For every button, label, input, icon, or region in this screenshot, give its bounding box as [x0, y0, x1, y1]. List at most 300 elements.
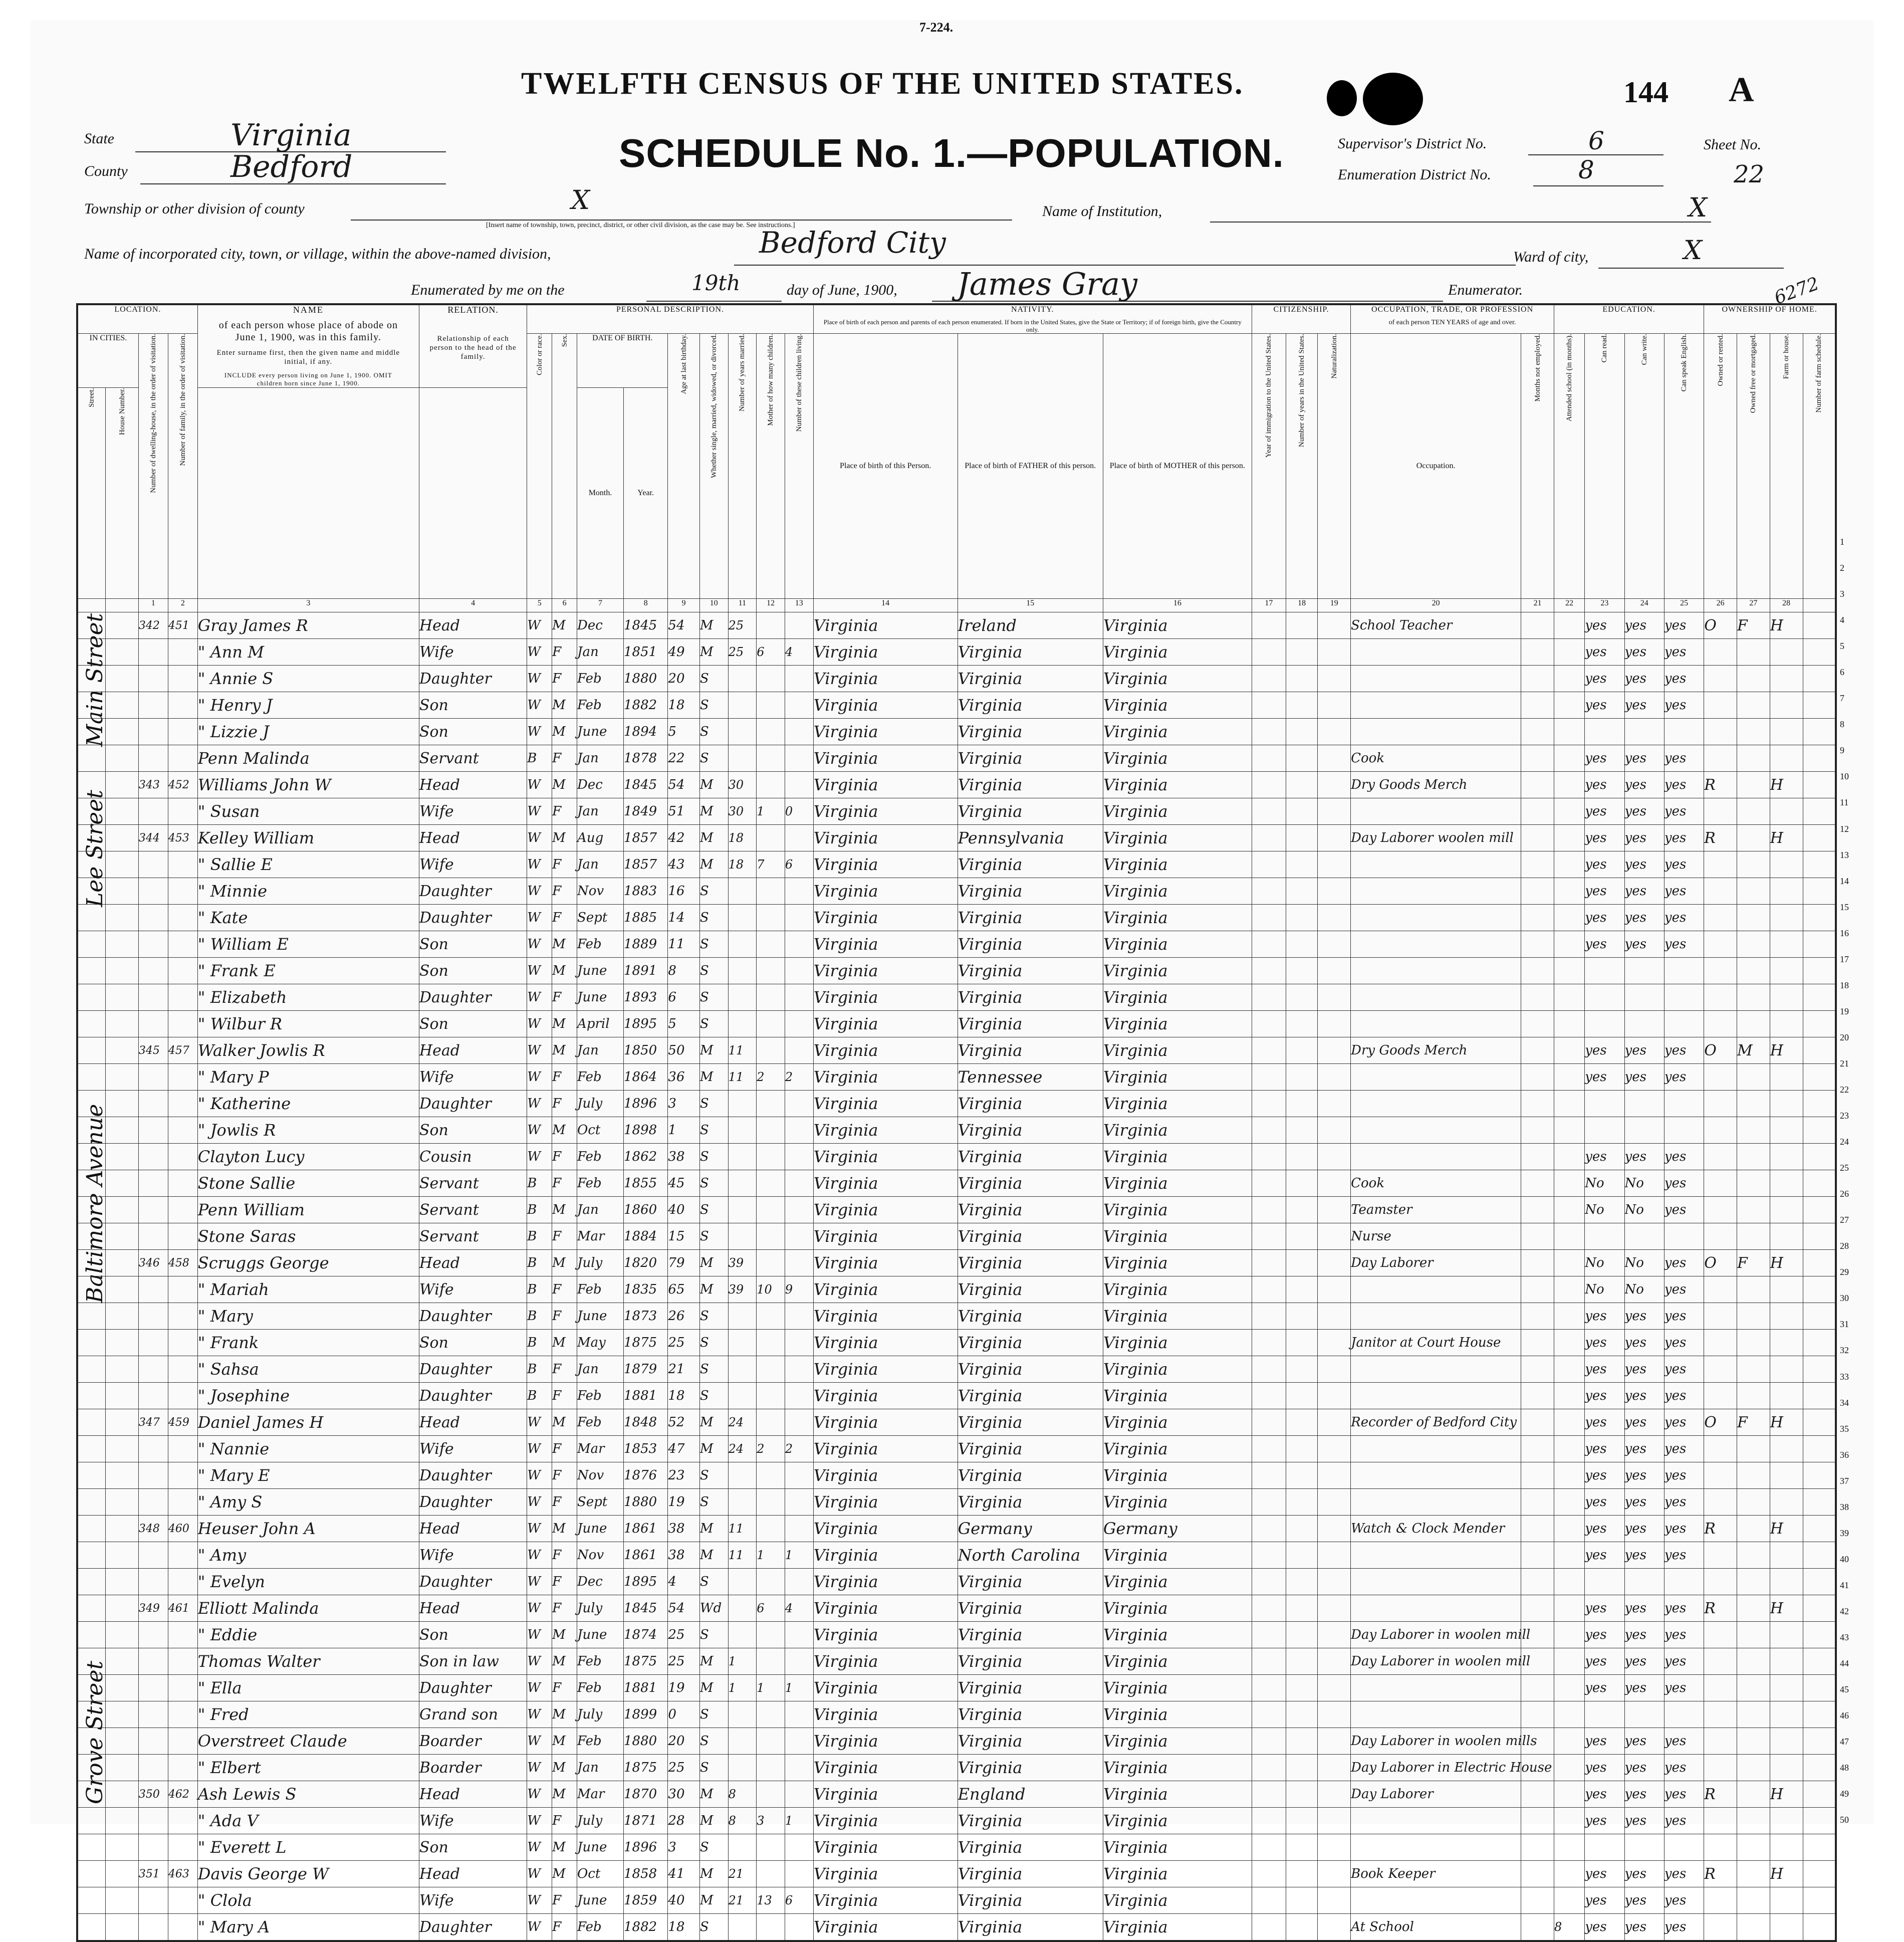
cell-month: Nov [577, 878, 624, 905]
cell-year: 1895 [624, 1011, 668, 1037]
house-number-header: House Number. [106, 388, 139, 599]
cell-sex: M [552, 1755, 577, 1781]
cell-rel: Daughter [419, 878, 527, 905]
cell-read [1585, 1569, 1624, 1595]
cell-bp: Virginia [813, 1675, 958, 1701]
cell-unemp [1521, 958, 1554, 984]
cell-house [106, 878, 139, 905]
cell-age: 49 [668, 639, 699, 666]
cell-bp: Virginia [813, 745, 958, 772]
cell-year: 1880 [624, 666, 668, 692]
color-header: Color or race. [527, 334, 552, 599]
cell-speak: yes [1664, 745, 1704, 772]
cell-occ: Cook [1351, 1170, 1521, 1197]
cell-ym [728, 1383, 757, 1409]
cell-age: 41 [668, 1861, 699, 1887]
cell-unemp [1521, 1011, 1554, 1037]
cell-unemp [1521, 1489, 1554, 1516]
cell-nat [1318, 1595, 1351, 1622]
table-row [77, 772, 1836, 798]
table-row [77, 1170, 1836, 1197]
column-number: 28 [1770, 599, 1803, 612]
table-row [77, 1383, 1836, 1409]
cell-year: 1882 [624, 692, 668, 719]
cell-liv: 9 [785, 1276, 813, 1303]
line-number: 2 [1840, 563, 1844, 573]
cell-write: yes [1624, 878, 1664, 905]
cell-name: Penn Malinda [197, 745, 419, 772]
cell-color: W [527, 1861, 552, 1887]
cell-nat [1318, 825, 1351, 851]
cell-free [1737, 1648, 1770, 1675]
cell-rel: Daughter [419, 1569, 527, 1595]
cell-nat [1318, 1728, 1351, 1755]
mother-of-header: Mother of how many children. [757, 334, 785, 599]
cell-yus [1286, 1250, 1317, 1276]
cell-dw [138, 1356, 168, 1383]
cell-house [106, 639, 139, 666]
cell-sched [1803, 1701, 1836, 1728]
cell-rel: Wife [419, 1064, 527, 1091]
cell-free [1737, 931, 1770, 958]
cell-fam [168, 1569, 197, 1595]
cell-att [1554, 878, 1584, 905]
years-married-header: Number of years married. [728, 334, 757, 599]
cell-age: 21 [668, 1356, 699, 1383]
cell-year: 1853 [624, 1436, 668, 1462]
cell-street [77, 1409, 106, 1436]
cell-bf: Virginia [958, 1409, 1103, 1436]
cell-write: No [1624, 1276, 1664, 1303]
cell-att [1554, 1223, 1584, 1250]
cell-mo [757, 1250, 785, 1276]
cell-imm [1252, 612, 1286, 639]
cell-sched [1803, 1330, 1836, 1356]
cell-sched [1803, 1223, 1836, 1250]
cell-mar: S [699, 1197, 728, 1223]
cell-dw: 351 [138, 1861, 168, 1887]
cell-year: 1864 [624, 1064, 668, 1091]
cell-unemp [1521, 878, 1554, 905]
cell-yus [1286, 639, 1317, 666]
cell-fam [168, 745, 197, 772]
cell-mo [757, 666, 785, 692]
cell-mar: S [699, 1223, 728, 1250]
cell-name: " Eddie [197, 1622, 419, 1648]
cell-bm: Virginia [1103, 1622, 1252, 1648]
cell-yus [1286, 1808, 1317, 1834]
cell-nat [1318, 905, 1351, 931]
cell-mo [757, 1170, 785, 1197]
cell-color: W [527, 666, 552, 692]
table-row [77, 692, 1836, 719]
column-number: 3 [197, 599, 419, 612]
cell-write: yes [1624, 1808, 1664, 1834]
cell-bp: Virginia [813, 958, 958, 984]
cell-imm [1252, 1808, 1286, 1834]
cell-sched [1803, 1648, 1836, 1675]
cell-sex: F [552, 1223, 577, 1250]
cell-house [106, 1462, 139, 1489]
line-number: 40 [1840, 1554, 1849, 1564]
cell-mar: M [699, 798, 728, 825]
cell-unemp [1521, 1064, 1554, 1091]
cell-write: yes [1624, 1728, 1664, 1755]
cell-rel: Head [419, 1595, 527, 1622]
cell-bf: Virginia [958, 905, 1103, 931]
cell-liv [785, 1728, 813, 1755]
cell-street [77, 1223, 106, 1250]
ward-label: Ward of city, [1513, 249, 1589, 265]
line-number: 13 [1840, 849, 1849, 860]
cell-sched [1803, 958, 1836, 984]
line-number: 48 [1840, 1763, 1849, 1773]
cell-month: Dec [577, 1569, 624, 1595]
cell-att [1554, 1781, 1584, 1808]
cell-rel: Wife [419, 1887, 527, 1914]
cell-mar: S [699, 719, 728, 745]
cell-write: yes [1624, 1037, 1664, 1064]
cell-bm: Virginia [1103, 1383, 1252, 1409]
cell-unemp [1521, 1516, 1554, 1542]
cell-nat [1318, 1250, 1351, 1276]
cell-rel: Daughter [419, 1489, 527, 1516]
cell-color: B [527, 1197, 552, 1223]
cell-sched [1803, 931, 1836, 958]
attended-header: Attended school (in months). [1554, 334, 1584, 599]
cell-bf: England [958, 1781, 1103, 1808]
cell-read: yes [1585, 905, 1624, 931]
column-number: 10 [699, 599, 728, 612]
cell-street [77, 1887, 106, 1914]
cell-street [77, 1808, 106, 1834]
cell-sex: F [552, 1144, 577, 1170]
cell-farm [1770, 666, 1803, 692]
cell-read [1585, 719, 1624, 745]
cell-age: 18 [668, 1383, 699, 1409]
cell-rel: Son [419, 1330, 527, 1356]
cell-color: W [527, 1117, 552, 1144]
cell-year: 1858 [624, 1861, 668, 1887]
cell-free [1737, 1516, 1770, 1542]
cell-mo [757, 772, 785, 798]
cell-speak: yes [1664, 1595, 1704, 1622]
cell-street [77, 1144, 106, 1170]
cell-age: 16 [668, 878, 699, 905]
cell-house [106, 719, 139, 745]
cell-yus [1286, 1887, 1317, 1914]
cell-fam [168, 1675, 197, 1701]
cell-mar: M [699, 1250, 728, 1276]
cell-occ [1351, 1383, 1521, 1409]
cell-free [1737, 1091, 1770, 1117]
cell-year: 1875 [624, 1330, 668, 1356]
cell-write [1624, 1223, 1664, 1250]
table-row [77, 984, 1836, 1011]
cell-farm [1770, 1834, 1803, 1861]
cell-bf: Virginia [958, 1250, 1103, 1276]
cell-imm [1252, 1834, 1286, 1861]
cell-speak: yes [1664, 1144, 1704, 1170]
line-number: 27 [1840, 1215, 1849, 1225]
column-number: 14 [813, 599, 958, 612]
cell-year: 1845 [624, 612, 668, 639]
cell-month: June [577, 719, 624, 745]
cell-liv [785, 1861, 813, 1887]
cell-name: " Frank E [197, 958, 419, 984]
cell-house [106, 1356, 139, 1383]
cell-street [77, 1648, 106, 1675]
cell-age: 25 [668, 1330, 699, 1356]
cell-mar: S [699, 1091, 728, 1117]
cell-year: 1884 [624, 1223, 668, 1250]
cell-bp: Virginia [813, 798, 958, 825]
cell-dw [138, 1755, 168, 1781]
cell-month: Feb [577, 931, 624, 958]
cell-yus [1286, 666, 1317, 692]
cell-ym: 39 [728, 1276, 757, 1303]
cell-bf: Germany [958, 1516, 1103, 1542]
cell-own: R [1704, 772, 1737, 798]
city-value: Bedford City [759, 226, 946, 260]
cell-ym [728, 1834, 757, 1861]
table-row [77, 1144, 1836, 1170]
cell-own [1704, 984, 1737, 1011]
cell-farm [1770, 1648, 1803, 1675]
cell-year: 1898 [624, 1117, 668, 1144]
cell-read: yes [1585, 1064, 1624, 1091]
table-row [77, 1356, 1836, 1383]
cell-own [1704, 1197, 1737, 1223]
cell-ym: 11 [728, 1064, 757, 1091]
cell-fam: 463 [168, 1861, 197, 1887]
cell-imm [1252, 1170, 1286, 1197]
cell-house [106, 958, 139, 984]
cell-liv: 6 [785, 1887, 813, 1914]
cell-speak [1664, 1223, 1704, 1250]
cell-imm [1252, 666, 1286, 692]
cell-sched [1803, 851, 1836, 878]
cell-month: Mar [577, 1781, 624, 1808]
cell-att [1554, 745, 1584, 772]
cell-read [1585, 1117, 1624, 1144]
cell-house [106, 1197, 139, 1223]
cell-own [1704, 1569, 1737, 1595]
cell-nat [1318, 1223, 1351, 1250]
cell-speak: yes [1664, 878, 1704, 905]
cell-free: M [1737, 1037, 1770, 1064]
column-number: 24 [1624, 599, 1664, 612]
cell-occ: At School [1351, 1914, 1521, 1941]
cell-att [1554, 639, 1584, 666]
cell-name: Ash Lewis S [197, 1781, 419, 1808]
cell-fam [168, 1091, 197, 1117]
cell-name: Davis George W [197, 1861, 419, 1887]
cell-speak: yes [1664, 1197, 1704, 1223]
cell-mo: 2 [757, 1436, 785, 1462]
enumerator-name: James Gray [957, 266, 1137, 302]
cell-color: W [527, 878, 552, 905]
cell-speak: yes [1664, 905, 1704, 931]
cell-age: 54 [668, 772, 699, 798]
cell-sched [1803, 1276, 1836, 1303]
cell-att [1554, 612, 1584, 639]
line-number: 47 [1840, 1737, 1849, 1747]
cell-month: July [577, 1701, 624, 1728]
cell-read [1585, 1834, 1624, 1861]
cell-bf: Virginia [958, 878, 1103, 905]
cell-unemp [1521, 1170, 1554, 1197]
cell-own: R [1704, 825, 1737, 851]
cell-name: " Wilbur R [197, 1011, 419, 1037]
cell-sched [1803, 1569, 1836, 1595]
table-row [77, 825, 1836, 851]
cell-mo [757, 1781, 785, 1808]
cell-imm [1252, 1197, 1286, 1223]
cell-att [1554, 1887, 1584, 1914]
cell-dw: 347 [138, 1409, 168, 1436]
cell-mo: 10 [757, 1276, 785, 1303]
cell-color: W [527, 639, 552, 666]
cell-month: Mar [577, 1436, 624, 1462]
cell-yus [1286, 1011, 1317, 1037]
cell-rel: Head [419, 1516, 527, 1542]
cell-nat [1318, 878, 1351, 905]
cell-sex: M [552, 1037, 577, 1064]
cell-occ: Janitor at Court House [1351, 1330, 1521, 1356]
cell-read: yes [1585, 1330, 1624, 1356]
cell-unemp [1521, 1808, 1554, 1834]
cell-name: " Ann M [197, 639, 419, 666]
cell-bm: Virginia [1103, 1728, 1252, 1755]
cell-mar: S [699, 931, 728, 958]
cell-sched [1803, 1250, 1836, 1276]
cell-year: 1895 [624, 1569, 668, 1595]
cell-nat [1318, 1064, 1351, 1091]
cell-own [1704, 851, 1737, 878]
cell-occ: Day Laborer woolen mill [1351, 825, 1521, 851]
cell-own: O [1704, 1250, 1737, 1276]
cell-occ: Nurse [1351, 1223, 1521, 1250]
cell-ym [728, 1117, 757, 1144]
cell-nat [1318, 1569, 1351, 1595]
cell-dw [138, 1330, 168, 1356]
cell-sex: M [552, 692, 577, 719]
cell-month: May [577, 1330, 624, 1356]
cell-color: W [527, 1914, 552, 1941]
cell-write: yes [1624, 851, 1664, 878]
cell-bp: Virginia [813, 1250, 958, 1276]
cell-name: " Josephine [197, 1383, 419, 1409]
cell-unemp [1521, 1781, 1554, 1808]
cell-own [1704, 1648, 1737, 1675]
cell-age: 22 [668, 745, 699, 772]
cell-unemp [1521, 1197, 1554, 1223]
cell-color: W [527, 1409, 552, 1436]
cell-farm [1770, 1144, 1803, 1170]
cell-speak: yes [1664, 692, 1704, 719]
cell-sched [1803, 798, 1836, 825]
cell-bm: Virginia [1103, 1117, 1252, 1144]
cell-speak: yes [1664, 612, 1704, 639]
cell-farm [1770, 1542, 1803, 1569]
cell-month: Feb [577, 1409, 624, 1436]
cell-speak: yes [1664, 772, 1704, 798]
cell-color: W [527, 1701, 552, 1728]
cell-ym [728, 666, 757, 692]
cell-yus [1286, 984, 1317, 1011]
cell-year: 1857 [624, 825, 668, 851]
cell-bp: Virginia [813, 1064, 958, 1091]
table-row [77, 931, 1836, 958]
cell-house [106, 1728, 139, 1755]
cell-free [1737, 772, 1770, 798]
line-number: 19 [1840, 1006, 1849, 1016]
cell-read: No [1585, 1197, 1624, 1223]
cell-sched [1803, 1914, 1836, 1941]
cell-rel: Servant [419, 1170, 527, 1197]
cell-imm [1252, 1064, 1286, 1091]
cell-month: Dec [577, 772, 624, 798]
cell-age: 38 [668, 1542, 699, 1569]
cell-ym: 8 [728, 1808, 757, 1834]
cell-mo [757, 1409, 785, 1436]
street-label: Main Street [82, 613, 108, 747]
cell-yus [1286, 958, 1317, 984]
cell-write: yes [1624, 692, 1664, 719]
cell-own: R [1704, 1516, 1737, 1542]
cell-house [106, 612, 139, 639]
cell-bf: Virginia [958, 1808, 1103, 1834]
cell-year: 1899 [624, 1701, 668, 1728]
cell-house [106, 1091, 139, 1117]
cell-speak [1664, 1117, 1704, 1144]
cell-street [77, 1755, 106, 1781]
cell-name: Thomas Walter [197, 1648, 419, 1675]
cell-color: W [527, 1489, 552, 1516]
enumerated-day: 19th [691, 271, 741, 295]
cell-street [77, 1117, 106, 1144]
cell-imm [1252, 1144, 1286, 1170]
cell-sex: F [552, 1170, 577, 1197]
cell-sched [1803, 1170, 1836, 1197]
cell-nat [1318, 1622, 1351, 1648]
cell-rel: Son [419, 692, 527, 719]
cell-ym: 11 [728, 1037, 757, 1064]
cell-month: Feb [577, 1383, 624, 1409]
cell-name: " Elbert [197, 1755, 419, 1781]
table-row [77, 1781, 1836, 1808]
cell-own: R [1704, 1595, 1737, 1622]
cell-color: W [527, 1808, 552, 1834]
cell-mo [757, 612, 785, 639]
cell-mar: S [699, 958, 728, 984]
cell-month: July [577, 1808, 624, 1834]
cell-fam [168, 1170, 197, 1197]
table-row [77, 1728, 1836, 1755]
cell-bf: Virginia [958, 1223, 1103, 1250]
cell-age: 0 [668, 1701, 699, 1728]
cell-farm [1770, 1701, 1803, 1728]
cell-dw [138, 1117, 168, 1144]
cell-bf: Virginia [958, 851, 1103, 878]
cell-dw [138, 1011, 168, 1037]
cell-year: 1879 [624, 1356, 668, 1383]
cell-sex: F [552, 1276, 577, 1303]
cell-farm: H [1770, 1409, 1803, 1436]
cell-mar: M [699, 1861, 728, 1887]
cell-bp: Virginia [813, 825, 958, 851]
